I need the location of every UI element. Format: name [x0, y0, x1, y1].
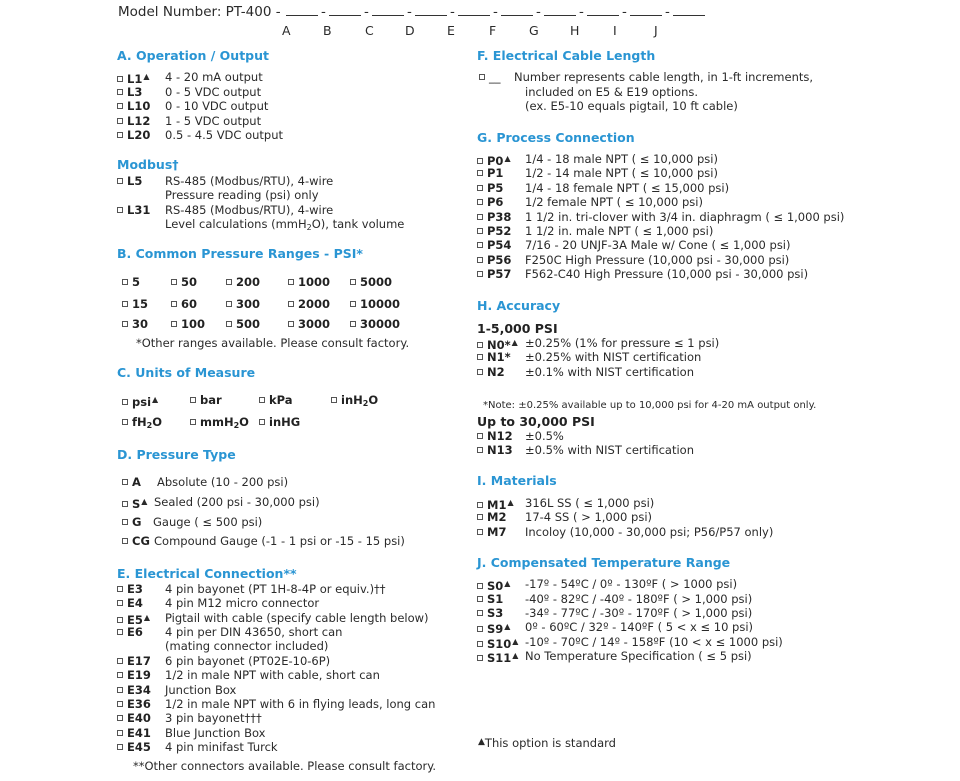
- option-desc: F562-C40 High Pressure (10,000 psi - 30,000 psi): [525, 267, 809, 281]
- checkbox[interactable]: [122, 519, 128, 525]
- option-desc: 316L SS ( ≤ 1,000 psi): [525, 496, 655, 510]
- position-letter: C: [365, 23, 374, 38]
- option-desc: ±0.1% with NIST certification: [525, 365, 695, 379]
- option-desc: Gauge ( ≤ 500 psi): [153, 515, 263, 529]
- section-title-materials: I. Materials: [477, 473, 557, 488]
- checkbox[interactable]: [117, 730, 123, 736]
- checkbox[interactable]: [350, 321, 356, 327]
- option-desc: Incoloy (10,000 - 30,000 psi; P56/P57 only): [525, 525, 774, 539]
- option-desc: -17º - 54ºC / 0º - 130ºF ( > 1000 psi): [525, 577, 738, 591]
- checkbox[interactable]: [117, 118, 123, 124]
- checkbox[interactable]: [117, 178, 123, 184]
- standard-triangle-icon: ▲: [512, 651, 519, 660]
- electrical-note: **Other connectors available. Please consult factory.: [133, 759, 437, 773]
- checkbox[interactable]: [477, 369, 483, 375]
- unit-option[interactable]: $fH_2O$: [122, 415, 162, 434]
- model-blank-a[interactable]: [286, 5, 318, 16]
- checkbox[interactable]: [477, 447, 483, 453]
- section-title-accuracy: H. Accuracy: [477, 298, 561, 313]
- checkbox[interactable]: [117, 672, 123, 678]
- option-desc: 0º - 60ºC / 32º - 140ºF ( 5 < x ≤ 10 psi): [525, 620, 754, 634]
- checkbox[interactable]: [122, 501, 128, 507]
- legend-text: This option is standard: [484, 736, 616, 750]
- standard-triangle-icon: ▲: [152, 395, 159, 404]
- option-item[interactable]: E3: [117, 582, 143, 597]
- option-desc: Sealed (200 psi - 30,000 psi): [154, 495, 320, 509]
- option-desc: -34º - 77ºC / -30º - 170ºF ( > 1,000 psi): [525, 606, 753, 620]
- standard-triangle-icon: ▲: [511, 338, 518, 347]
- range-option[interactable]: 50: [171, 275, 197, 290]
- option-item[interactable]: P38: [477, 210, 511, 225]
- option-item[interactable]: N12: [477, 429, 513, 444]
- standard-triangle-icon: ▲: [507, 498, 514, 507]
- model-number-label: Model Number: PT-400 -: [118, 4, 281, 20]
- option-desc: 6 pin bayonet (PT02E-10-6P): [165, 654, 331, 668]
- position-letter: H: [570, 23, 580, 38]
- checkbox[interactable]: [122, 399, 128, 405]
- unit-option[interactable]: psi▲: [122, 393, 158, 410]
- option-desc: 4 pin M12 micro connector: [165, 596, 320, 610]
- option-item[interactable]: P57: [477, 267, 511, 282]
- checkbox[interactable]: [117, 76, 123, 82]
- position-letter: E: [447, 23, 455, 38]
- position-letter: A: [282, 23, 291, 38]
- checkbox[interactable]: [477, 170, 483, 176]
- model-number-line: Model Number: PT-400 - - - - - - - - - -: [118, 4, 706, 20]
- option-desc: 17-4 SS ( > 1,000 psi): [525, 510, 652, 524]
- checkbox[interactable]: [117, 89, 123, 95]
- option-item[interactable]: P0▲: [477, 152, 511, 169]
- range-option[interactable]: 15: [122, 297, 148, 312]
- checkbox[interactable]: [288, 279, 294, 285]
- option-item[interactable]: M2: [477, 510, 506, 525]
- ranges-note: *Other ranges available. Please consult factory.: [136, 336, 410, 350]
- option-desc: Absolute (10 - 200 psi): [157, 475, 289, 489]
- checkbox[interactable]: [122, 321, 128, 327]
- option-item[interactable]: P52: [477, 224, 511, 239]
- checkbox[interactable]: [122, 538, 128, 544]
- option-desc: -40º - 82ºC / -40º - 180ºF ( > 1,000 psi): [525, 592, 753, 606]
- option-desc: -10º - 70ºC / 14º - 158ºF (10 < x ≤ 1000 psi): [525, 635, 783, 649]
- model-blank-i[interactable]: [630, 5, 662, 16]
- model-blank-g[interactable]: [544, 5, 576, 16]
- range-option[interactable]: 10000: [350, 297, 400, 312]
- option-item[interactable]: S0▲: [477, 577, 510, 594]
- range-option[interactable]: 500: [226, 317, 260, 332]
- option-item[interactable]: M1▲: [477, 496, 514, 513]
- checkbox[interactable]: [190, 419, 196, 425]
- option-desc: Pigtail with cable (specify cable length below): [165, 611, 429, 625]
- checkbox[interactable]: [117, 600, 123, 606]
- accuracy-note: *Note: ±0.25% available up to 10,000 psi for 4-20 mA output only.: [483, 400, 817, 411]
- checkbox[interactable]: [117, 586, 123, 592]
- standard-triangle-icon: ▲: [504, 154, 511, 163]
- range-option[interactable]: 2000: [288, 297, 330, 312]
- range-option[interactable]: 100: [171, 317, 205, 332]
- checkbox[interactable]: [171, 279, 177, 285]
- option-desc: ±0.5%: [525, 429, 564, 443]
- position-letter: F: [489, 23, 497, 38]
- standard-triangle-icon: ▲: [143, 613, 151, 622]
- checkbox[interactable]: [477, 228, 483, 234]
- option-desc: RS-485 (Modbus/RTU), 4-wire: [165, 203, 334, 217]
- section-title-units: C. Units of Measure: [117, 365, 256, 380]
- cable-desc: included on E5 & E19 options.: [525, 85, 699, 99]
- option-desc: Compound Gauge (-1 - 1 psi or -15 - 15 psi): [154, 534, 405, 548]
- option-desc: ±0.5% with NIST certification: [525, 443, 695, 457]
- model-blank-h[interactable]: [587, 5, 619, 16]
- cable-desc: Number represents cable length, in 1-ft increments,: [514, 70, 814, 84]
- option-desc: 3 pin bayonet†††: [165, 711, 262, 725]
- option-desc: RS-485 (Modbus/RTU), 4-wire: [165, 174, 334, 188]
- section-title-cable: F. Electrical Cable Length: [477, 48, 656, 63]
- range-option[interactable]: 30: [122, 317, 148, 332]
- model-blank-j[interactable]: [673, 5, 705, 16]
- checkbox[interactable]: [122, 419, 128, 425]
- range-option[interactable]: 5: [122, 275, 140, 290]
- checkbox[interactable]: [117, 132, 123, 138]
- option-item[interactable]: L1▲: [117, 70, 150, 87]
- option-item[interactable]: S3: [477, 606, 503, 621]
- option-desc: 7/16 - 20 UNJF-3A Male w/ Cone ( ≤ 1,000 psi): [525, 238, 791, 252]
- section-title-temperature: J. Compensated Temperature Range: [477, 555, 731, 570]
- option-item[interactable]: P54: [477, 238, 511, 253]
- option-desc: 0.5 - 4.5 VDC output: [165, 128, 284, 142]
- option-item[interactable]: S1: [477, 592, 503, 607]
- checkbox[interactable]: [477, 641, 483, 647]
- checkbox[interactable]: [477, 214, 483, 220]
- range-option[interactable]: 300: [226, 297, 260, 312]
- position-letter: I: [613, 23, 617, 38]
- checkbox[interactable]: [477, 502, 483, 508]
- option-desc: 1/2 female NPT ( ≤ 10,000 psi): [525, 195, 703, 209]
- unit-option[interactable]: bar: [190, 393, 222, 408]
- checkbox[interactable]: [288, 321, 294, 327]
- checkbox[interactable]: [117, 715, 123, 721]
- accuracy-group-title: 1-5,000 PSI: [477, 321, 558, 336]
- checkbox[interactable]: [117, 687, 123, 693]
- checkbox[interactable]: [117, 629, 123, 635]
- checkbox[interactable]: [226, 279, 232, 285]
- option-item[interactable]: L3: [117, 85, 142, 100]
- range-option[interactable]: 5000: [350, 275, 392, 290]
- range-option[interactable]: 60: [171, 297, 197, 312]
- option-item[interactable]: E19: [117, 668, 151, 683]
- position-letter: D: [405, 23, 415, 38]
- option-desc: Pressure reading (psi) only: [165, 188, 319, 202]
- checkbox[interactable]: [477, 158, 483, 164]
- model-blank-b[interactable]: [329, 5, 361, 16]
- standard-triangle-icon: ▲: [141, 497, 148, 506]
- checkbox[interactable]: [288, 301, 294, 307]
- option-item[interactable]: A: [122, 475, 141, 490]
- checkbox[interactable]: [117, 617, 123, 623]
- checkbox[interactable]: [171, 301, 177, 307]
- option-desc: 1/2 in male NPT with cable, short can: [165, 668, 380, 682]
- section-title-operation: A. Operation / Output: [117, 48, 269, 63]
- option-desc: 1 1/2 in. tri-clover with 3/4 in. diaphragm ( ≤ 1,000 psi): [525, 210, 845, 224]
- unit-option[interactable]: inHG: [259, 415, 300, 430]
- option-desc: 0 - 5 VDC output: [165, 85, 262, 99]
- option-desc: 4 pin minifast Turck: [165, 740, 278, 754]
- checkbox[interactable]: [477, 185, 483, 191]
- checkbox[interactable]: [477, 271, 483, 277]
- option-desc: Blue Junction Box: [165, 726, 266, 740]
- unit-option[interactable]: mmH$_2$O: [190, 415, 249, 434]
- option-item[interactable]: P1: [477, 166, 503, 181]
- option-item[interactable]: M7: [477, 525, 506, 540]
- model-blank-d[interactable]: [415, 5, 447, 16]
- section-title-electrical: E. Electrical Connection**: [117, 566, 297, 581]
- checkbox[interactable]: [477, 433, 483, 439]
- section-title-modbus: Modbus†: [117, 157, 179, 172]
- checkbox[interactable]: [190, 397, 196, 403]
- model-position-letters: [0, 23, 960, 39]
- option-item[interactable]: L5: [117, 174, 142, 189]
- option-desc: 1/2 in male NPT with 6 in flying leads, long can: [165, 697, 436, 711]
- checkbox[interactable]: [477, 583, 483, 589]
- section-title-process: G. Process Connection: [477, 130, 635, 145]
- standard-triangle-icon: ▲: [504, 622, 511, 631]
- checkbox[interactable]: [117, 207, 123, 213]
- unit-option[interactable]: kPa: [259, 393, 293, 408]
- option-item[interactable]: E4: [117, 596, 143, 611]
- option-item[interactable]: P6: [477, 195, 503, 210]
- option-item[interactable]: N13: [477, 443, 513, 458]
- option-item[interactable]: L12: [117, 114, 150, 129]
- checkbox[interactable]: [477, 199, 483, 205]
- checkbox[interactable]: [117, 658, 123, 664]
- option-desc: F250C High Pressure (10,000 psi - 30,000 psi): [525, 253, 790, 267]
- option-item[interactable]: E6: [117, 625, 143, 640]
- checkbox[interactable]: [350, 301, 356, 307]
- checkbox[interactable]: [122, 301, 128, 307]
- option-desc: 0 - 10 VDC output: [165, 99, 269, 113]
- checkbox[interactable]: [117, 103, 123, 109]
- standard-triangle-icon: ▲: [512, 637, 519, 646]
- range-option[interactable]: 1000: [288, 275, 330, 290]
- option-item[interactable]: E45: [117, 740, 151, 755]
- option-desc: Level calculations (mmH$_2$O), tank volume: [165, 217, 405, 232]
- option-desc: Junction Box: [165, 683, 237, 697]
- model-blank-c[interactable]: [372, 5, 404, 16]
- option-item[interactable]: L20: [117, 128, 150, 143]
- option-item[interactable]: N2: [477, 365, 505, 380]
- checkbox[interactable]: [117, 744, 123, 750]
- checkbox[interactable]: [477, 257, 483, 263]
- checkbox[interactable]: [122, 279, 128, 285]
- option-item[interactable]: N1*: [477, 350, 511, 365]
- option-item[interactable]: E41: [117, 726, 151, 741]
- option-item[interactable]: L10: [117, 99, 150, 114]
- standard-legend: [477, 736, 616, 750]
- position-letter: J: [654, 23, 658, 38]
- option-desc: ±0.25% (1% for pressure ≤ 1 psi): [525, 336, 720, 350]
- option-desc: 1 1/2 in. male NPT ( ≤ 1,000 psi): [525, 224, 714, 238]
- option-item[interactable]: S10▲: [477, 635, 518, 652]
- option-item[interactable]: E36: [117, 697, 151, 712]
- option-item[interactable]: L31: [117, 203, 150, 218]
- checkbox[interactable]: [477, 626, 483, 632]
- option-item[interactable]: E17: [117, 654, 151, 669]
- checkbox[interactable]: [122, 479, 128, 485]
- checkbox[interactable]: [477, 596, 483, 602]
- checkbox[interactable]: [171, 321, 177, 327]
- option-desc: 1/2 - 14 male NPT ( ≤ 10,000 psi): [525, 166, 718, 180]
- option-item[interactable]: P56: [477, 253, 511, 268]
- option-desc: 4 pin per DIN 43650, short can: [165, 625, 343, 639]
- checkbox[interactable]: [259, 419, 265, 425]
- standard-triangle-icon: ▲: [504, 579, 511, 588]
- option-desc: 1/4 - 18 male NPT ( ≤ 10,000 psi): [525, 152, 718, 166]
- cable-length-input[interactable]: __: [479, 70, 501, 85]
- checkbox[interactable]: [477, 354, 483, 360]
- checkbox[interactable]: [479, 74, 485, 80]
- range-option[interactable]: 200: [226, 275, 260, 290]
- range-option[interactable]: 3000: [288, 317, 330, 332]
- model-blank-f[interactable]: [501, 5, 533, 16]
- checkbox[interactable]: [226, 321, 232, 327]
- position-letter: G: [529, 23, 539, 38]
- option-item[interactable]: N0*▲: [477, 336, 518, 353]
- checkbox[interactable]: [477, 529, 483, 535]
- option-item[interactable]: P5: [477, 181, 503, 196]
- section-title-ranges: B. Common Pressure Ranges - PSI*: [117, 246, 363, 261]
- option-item[interactable]: CG: [122, 534, 150, 549]
- option-desc: 1/4 - 18 female NPT ( ≤ 15,000 psi): [525, 181, 730, 195]
- checkbox[interactable]: [117, 701, 123, 707]
- checkbox[interactable]: [477, 514, 483, 520]
- checkbox[interactable]: [477, 242, 483, 248]
- model-blank-e[interactable]: [458, 5, 490, 16]
- checkbox[interactable]: [477, 655, 483, 661]
- option-item[interactable]: G: [122, 515, 141, 530]
- option-desc: 4 pin bayonet (PT 1H-8-4P or equiv.)††: [165, 582, 386, 596]
- standard-triangle-icon: ▲: [143, 72, 150, 81]
- checkbox[interactable]: [331, 397, 337, 403]
- cable-desc: (ex. E5-10 equals pigtail, 10 ft cable): [525, 99, 738, 113]
- option-item[interactable]: E40: [117, 711, 151, 726]
- range-option[interactable]: 30000: [350, 317, 400, 332]
- option-item[interactable]: E34: [117, 683, 151, 698]
- checkbox[interactable]: [226, 301, 232, 307]
- checkbox[interactable]: [477, 342, 483, 348]
- section-title-pressure-type: D. Pressure Type: [117, 447, 236, 462]
- position-letter: B: [323, 23, 332, 38]
- checkbox[interactable]: [259, 397, 265, 403]
- accuracy-group-title: Up to 30,000 PSI: [477, 414, 595, 429]
- unit-option[interactable]: inH$_2$O: [331, 393, 378, 412]
- checkbox[interactable]: [350, 279, 356, 285]
- standard-triangle-icon: ▲: [478, 737, 485, 747]
- option-item[interactable]: S11▲: [477, 649, 518, 666]
- option-desc: 1 - 5 VDC output: [165, 114, 262, 128]
- checkbox[interactable]: [477, 610, 483, 616]
- option-desc: ±0.25% with NIST certification: [525, 350, 702, 364]
- option-item[interactable]: E5▲: [117, 611, 150, 628]
- option-item[interactable]: S9▲: [477, 620, 510, 637]
- option-desc: No Temperature Specification ( ≤ 5 psi): [525, 649, 752, 663]
- option-desc: 4 - 20 mA output: [165, 70, 263, 84]
- option-item[interactable]: S▲: [122, 495, 147, 512]
- option-desc: (mating connector included): [165, 639, 329, 653]
